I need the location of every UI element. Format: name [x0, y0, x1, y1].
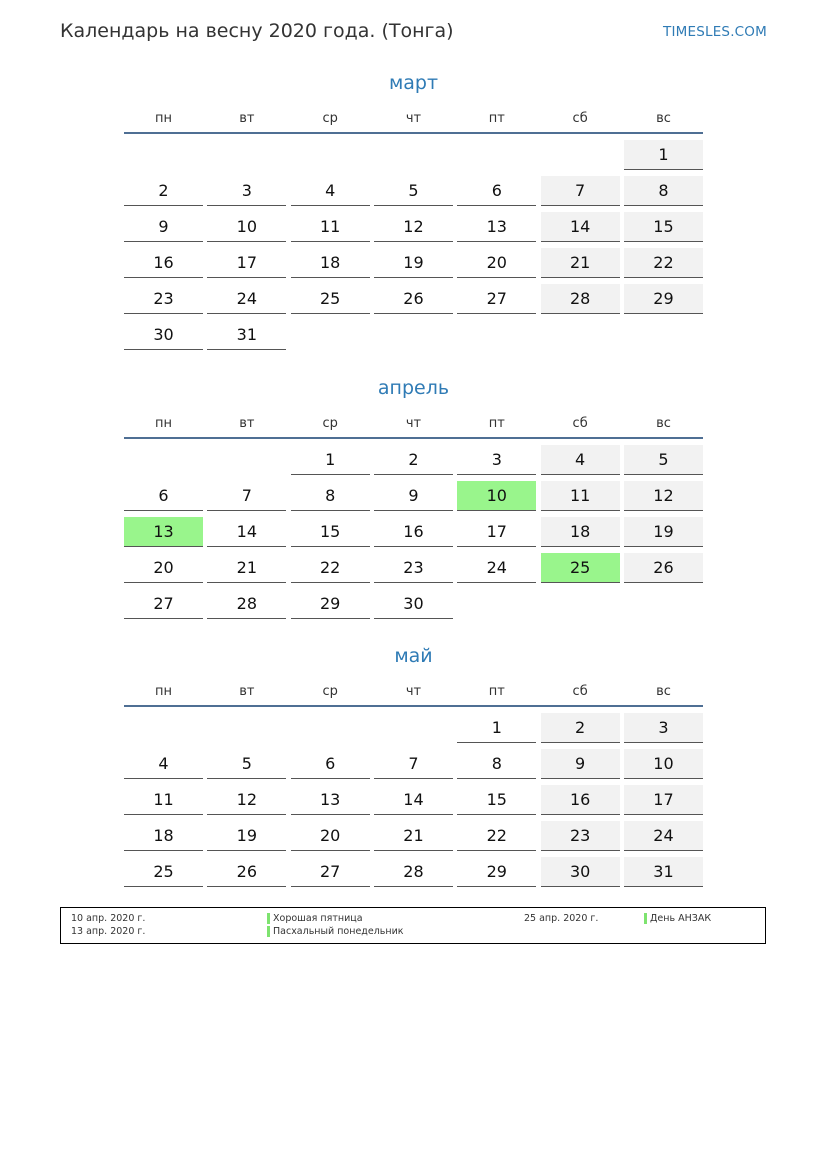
- day-cell: 9: [541, 749, 620, 779]
- day-cell: 7: [374, 749, 453, 779]
- days-grid: [124, 134, 703, 350]
- holiday-day-cell: 10: [457, 481, 536, 511]
- day-cell: 11: [541, 481, 620, 511]
- weekday-label: пт: [488, 684, 505, 699]
- day-cell: 16: [374, 517, 453, 547]
- holiday-day-cell: 13: [124, 517, 203, 547]
- day-cell: 25: [124, 857, 203, 887]
- weekday-label: вс: [656, 416, 671, 431]
- day-cell: 4: [541, 445, 620, 475]
- weekday-label: пн: [155, 684, 172, 699]
- empty-cell: [207, 713, 286, 743]
- day-cell: 19: [207, 821, 286, 851]
- weekday-label: чт: [405, 111, 422, 126]
- days-grid: [124, 707, 703, 887]
- day-cell: 28: [207, 589, 286, 619]
- weekday-label: чт: [405, 684, 422, 699]
- weekday-label: пн: [155, 416, 172, 431]
- month-name: май: [394, 645, 433, 667]
- day-cell: 28: [374, 857, 453, 887]
- month-name: апрель: [377, 377, 450, 399]
- site-link[interactable]: TIMESLES.COM: [663, 24, 767, 40]
- weekday-label: ср: [322, 111, 338, 126]
- weekday-label: вс: [656, 111, 671, 126]
- weekday-header: [124, 102, 703, 134]
- days-grid: [124, 439, 703, 619]
- day-cell: 10: [207, 212, 286, 242]
- day-cell: 30: [124, 320, 203, 350]
- day-cell: 3: [624, 713, 703, 743]
- holiday-day-cell: 25: [541, 553, 620, 583]
- day-cell: 30: [541, 857, 620, 887]
- weekday-label: ср: [322, 684, 338, 699]
- day-cell: 22: [624, 248, 703, 278]
- empty-cell: [124, 140, 203, 170]
- legend-date: 13 апр. 2020 г.: [71, 926, 146, 937]
- day-cell: 9: [374, 481, 453, 511]
- weekday-label: чт: [405, 416, 422, 431]
- day-cell: 27: [457, 284, 536, 314]
- day-cell: 14: [207, 517, 286, 547]
- empty-cell: [207, 140, 286, 170]
- day-cell: 23: [374, 553, 453, 583]
- day-cell: 27: [124, 589, 203, 619]
- empty-cell: [124, 713, 203, 743]
- month-name: март: [388, 72, 439, 94]
- day-cell: 30: [374, 589, 453, 619]
- day-cell: 17: [457, 517, 536, 547]
- day-cell: 11: [124, 785, 203, 815]
- day-cell: 28: [541, 284, 620, 314]
- day-cell: 29: [291, 589, 370, 619]
- day-cell: 15: [624, 212, 703, 242]
- day-cell: 5: [207, 749, 286, 779]
- day-cell: 21: [207, 553, 286, 583]
- empty-cell: [291, 713, 370, 743]
- day-cell: 13: [457, 212, 536, 242]
- page-title: Календарь на весну 2020 года. (Тонга): [60, 20, 454, 42]
- day-cell: 8: [291, 481, 370, 511]
- day-cell: 1: [624, 140, 703, 170]
- legend-holiday-name: Хорошая пятница: [267, 913, 363, 924]
- month-march: [124, 70, 703, 350]
- weekday-label: вс: [656, 684, 671, 699]
- day-cell: 6: [124, 481, 203, 511]
- weekday-label: вт: [239, 111, 255, 126]
- day-cell: 29: [624, 284, 703, 314]
- day-cell: 14: [541, 212, 620, 242]
- day-cell: 31: [207, 320, 286, 350]
- legend-holiday-name: День АНЗАК: [644, 913, 711, 924]
- day-cell: 1: [457, 713, 536, 743]
- day-cell: 23: [541, 821, 620, 851]
- month-april: [124, 375, 703, 619]
- weekday-label: пт: [488, 111, 505, 126]
- day-cell: 26: [624, 553, 703, 583]
- day-cell: 12: [624, 481, 703, 511]
- day-cell: 18: [124, 821, 203, 851]
- day-cell: 17: [207, 248, 286, 278]
- day-cell: 21: [374, 821, 453, 851]
- legend-date: 25 апр. 2020 г.: [524, 913, 599, 924]
- day-cell: 12: [207, 785, 286, 815]
- day-cell: 22: [457, 821, 536, 851]
- empty-cell: [291, 140, 370, 170]
- day-cell: 25: [291, 284, 370, 314]
- day-cell: 22: [291, 553, 370, 583]
- weekday-label: вт: [239, 416, 255, 431]
- day-cell: 5: [374, 176, 453, 206]
- month-may: [124, 643, 703, 887]
- weekday-label: сб: [572, 111, 588, 126]
- weekday-label: сб: [572, 416, 588, 431]
- day-cell: 8: [457, 749, 536, 779]
- holiday-legend: [60, 907, 766, 944]
- day-cell: 2: [374, 445, 453, 475]
- day-cell: 17: [624, 785, 703, 815]
- day-cell: 20: [124, 553, 203, 583]
- day-cell: 2: [541, 713, 620, 743]
- day-cell: 26: [207, 857, 286, 887]
- day-cell: 31: [624, 857, 703, 887]
- day-cell: 15: [291, 517, 370, 547]
- empty-cell: [457, 140, 536, 170]
- day-cell: 7: [541, 176, 620, 206]
- day-cell: 13: [291, 785, 370, 815]
- day-cell: 20: [457, 248, 536, 278]
- day-cell: 2: [124, 176, 203, 206]
- empty-cell: [124, 445, 203, 475]
- empty-cell: [374, 713, 453, 743]
- day-cell: 16: [124, 248, 203, 278]
- day-cell: 21: [541, 248, 620, 278]
- day-cell: 24: [207, 284, 286, 314]
- day-cell: 6: [457, 176, 536, 206]
- day-cell: 10: [624, 749, 703, 779]
- day-cell: 26: [374, 284, 453, 314]
- empty-cell: [207, 445, 286, 475]
- legend-holiday-name: Пасхальный понедельник: [267, 926, 404, 937]
- day-cell: 7: [207, 481, 286, 511]
- day-cell: 18: [291, 248, 370, 278]
- day-cell: 18: [541, 517, 620, 547]
- day-cell: 12: [374, 212, 453, 242]
- day-cell: 29: [457, 857, 536, 887]
- day-cell: 24: [624, 821, 703, 851]
- day-cell: 16: [541, 785, 620, 815]
- weekday-header: [124, 675, 703, 707]
- empty-cell: [374, 140, 453, 170]
- day-cell: 23: [124, 284, 203, 314]
- day-cell: 4: [291, 176, 370, 206]
- day-cell: 9: [124, 212, 203, 242]
- weekday-label: пн: [155, 111, 172, 126]
- day-cell: 4: [124, 749, 203, 779]
- day-cell: 27: [291, 857, 370, 887]
- weekday-label: вт: [239, 684, 255, 699]
- day-cell: 3: [457, 445, 536, 475]
- weekday-label: пт: [488, 416, 505, 431]
- day-cell: 11: [291, 212, 370, 242]
- day-cell: 8: [624, 176, 703, 206]
- empty-cell: [541, 140, 620, 170]
- day-cell: 19: [374, 248, 453, 278]
- day-cell: 1: [291, 445, 370, 475]
- day-cell: 15: [457, 785, 536, 815]
- weekday-label: ср: [322, 416, 338, 431]
- day-cell: 19: [624, 517, 703, 547]
- day-cell: 5: [624, 445, 703, 475]
- legend-date: 10 апр. 2020 г.: [71, 913, 146, 924]
- day-cell: 14: [374, 785, 453, 815]
- day-cell: 24: [457, 553, 536, 583]
- day-cell: 20: [291, 821, 370, 851]
- weekday-header: [124, 407, 703, 439]
- weekday-label: сб: [572, 684, 588, 699]
- day-cell: 3: [207, 176, 286, 206]
- day-cell: 6: [291, 749, 370, 779]
